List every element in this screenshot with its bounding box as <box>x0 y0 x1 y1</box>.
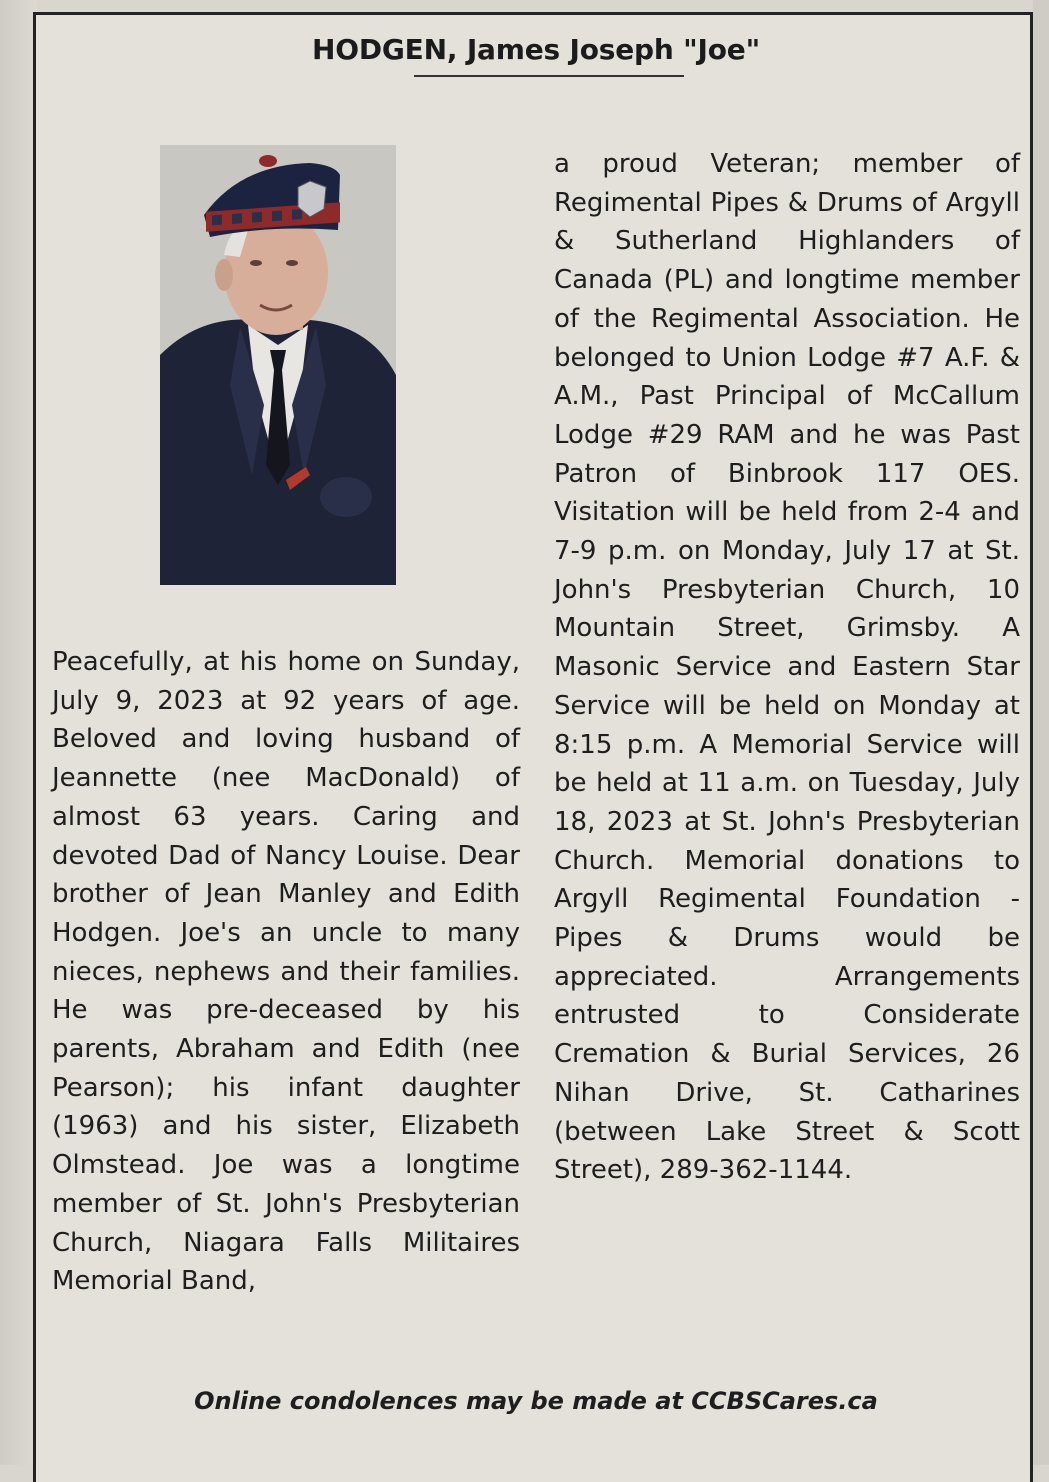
obituary-notice <box>33 12 1033 1482</box>
page-edge-left <box>0 0 36 1465</box>
obituary-text-left-column: Peacefully, at his home on Sunday, July 9, 2023 at 92 years of age. Beloved and loving husband of Jeannette (nee MacDonald) of almost 63 years. Caring and devoted Dad of Nancy Louise. Dear brother of Jean Manley and Edith Hodgen. Joe's an uncle to many nieces, nephews and their families. He was pre-deceased by his parents, Abraham and Edith (nee Pearson); his infant daughter (1963) and his sister, Elizabeth Olmstead. Joe was a longtime member of St. John's Presbyterian Church, Niagara Falls Militaires Memorial Band, <box>52 647 520 1297</box>
page-edge-right <box>1033 0 1049 1465</box>
title-underline <box>414 75 684 77</box>
notice-title: HODGEN, James Joseph "Joe" <box>312 33 760 66</box>
condolences-footer: Online condolences may be made at CCBSCares.ca <box>194 1387 878 1415</box>
portrait-photo-icon <box>160 145 396 585</box>
obituary-text-right-column: a proud Veteran; member of Regimental Pipes & Drums of Argyll & Sutherland Highlanders of Canada (PL) and longtime member of the Regimental Association. He belonged to Union Lodge #7 A.F. & A.M., Past Principal of McCallum Lodge #29 RAM and he was Past Patron of Binbrook 117 OES. Visitation will be held from 2-4 and 7-9 p.m. on Monday, July 17 at St. John's Presbyterian Church, 10 Mountain Street, Grimsby. A Masonic Service and Eastern Star Service will be held on Monday at 8:15 p.m. A Memorial Service will be held at 11 a.m. on Tuesday, July 18, 2023 at St. John's Presbyterian Church. Memorial donations to Argyll Regimental Foundation - Pipes & Drums would be appreciated. Arrangements entrusted to Considerate Cremation & Burial Services, 26 Nihan Drive, St. Catharines (between Lake Street & Scott Street), 289-362-1144. <box>554 149 1020 1186</box>
portrait-photo <box>160 145 396 585</box>
